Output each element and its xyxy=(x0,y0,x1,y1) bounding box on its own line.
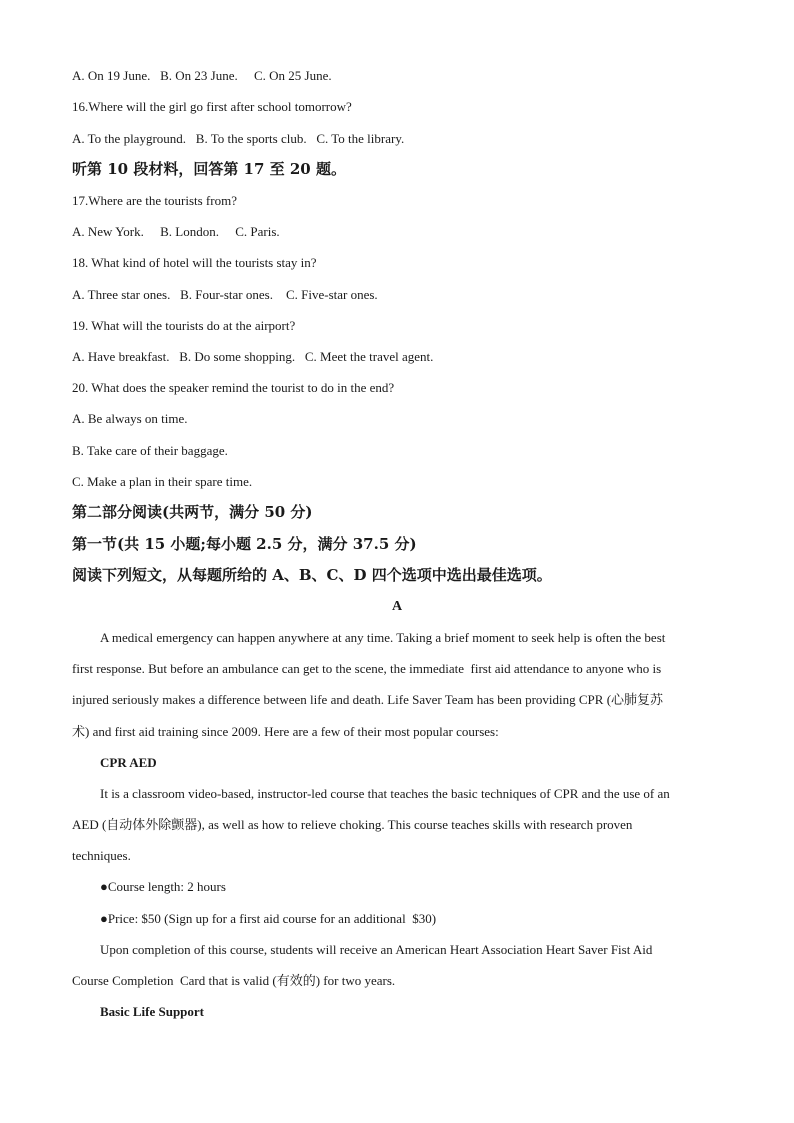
passage-paragraph-1-line-4: 术) and first aid training since 2009. Here are a few of their most popular courses: xyxy=(72,724,499,739)
q20-option-b: B. Take care of their baggage. xyxy=(72,443,228,458)
q17-options: A. New York. B. London. C. Paris. xyxy=(72,224,280,239)
q20-option-c: C. Make a plan in their spare time. xyxy=(72,474,253,489)
passage-paragraph-1-line-1: A medical emergency can happen anywhere at any time. Taking a brief moment to seek help is often the best xyxy=(100,630,666,645)
cpr-aed-desc-line-2: AED (自动体外除颤器), as well as how to relieve choking. This course teaches skills with research proven xyxy=(72,817,633,832)
q20-question: 20. What does the speaker remind the tourist to do in the end? xyxy=(72,380,395,395)
q19-question: 19. What will the tourists do at the airport? xyxy=(72,318,296,333)
part-two-heading: 第二部分阅读(共两节，满分 50 分) xyxy=(72,503,313,521)
course-length-bullet: ●Course length: 2 hours xyxy=(100,879,226,894)
q16-question: 16.Where will the girl go first after school tomorrow? xyxy=(72,99,352,114)
course-price-bullet: ●Price: $50 (Sign up for a first aid course for an additional $30) xyxy=(100,911,437,926)
passage-paragraph-1-line-2: first response. But before an ambulance can get to the scene, the immediate first aid attendance to anyone who is xyxy=(72,661,662,676)
section-one-heading: 第一节(共 15 小题;每小题 2.5 分，满分 37.5 分) xyxy=(72,535,417,553)
passage-title: A xyxy=(391,599,403,614)
section-instruction-material-10: 听第 10 段材料，回答第 17 至 20 题。 xyxy=(72,160,346,178)
q16-options: A. To the playground. B. To the sports club. C. To the library. xyxy=(72,131,405,146)
cpr-aed-desc-line-1: It is a classroom video-based, instructor-led course that teaches the basic techniques of CPR and the use of an xyxy=(100,786,670,801)
reading-instruction: 阅读下列短文，从每题所给的 A、B、C、D 四个选项中选出最佳选项。 xyxy=(72,566,552,584)
q18-options: A. Three star ones. B. Four-star ones. C. Five-star ones. xyxy=(72,287,378,302)
cpr-aed-desc-line-3: techniques. xyxy=(72,848,131,863)
course-heading-cpr-aed: CPR AED xyxy=(100,755,157,770)
course-heading-basic-life-support: Basic Life Support xyxy=(100,1004,205,1019)
passage-paragraph-1-line-3: injured seriously makes a difference between life and death. Life Saver Team has been providing CPR (心肺复苏 xyxy=(72,692,664,707)
q19-options: A. Have breakfast. B. Do some shopping. C. Meet the travel agent. xyxy=(72,349,434,364)
q15-options: A. On 19 June. B. On 23 June. C. On 25 June. xyxy=(72,68,332,83)
completion-line-2: Course Completion Card that is valid (有效的) for two years. xyxy=(72,973,396,988)
q20-option-a: A. Be always on time. xyxy=(72,411,188,426)
completion-line-1: Upon completion of this course, students will receive an American Heart Association Heart Saver Fist Aid xyxy=(100,942,653,957)
q17-question: 17.Where are the tourists from? xyxy=(72,193,237,208)
q18-question: 18. What kind of hotel will the tourists stay in? xyxy=(72,255,317,270)
